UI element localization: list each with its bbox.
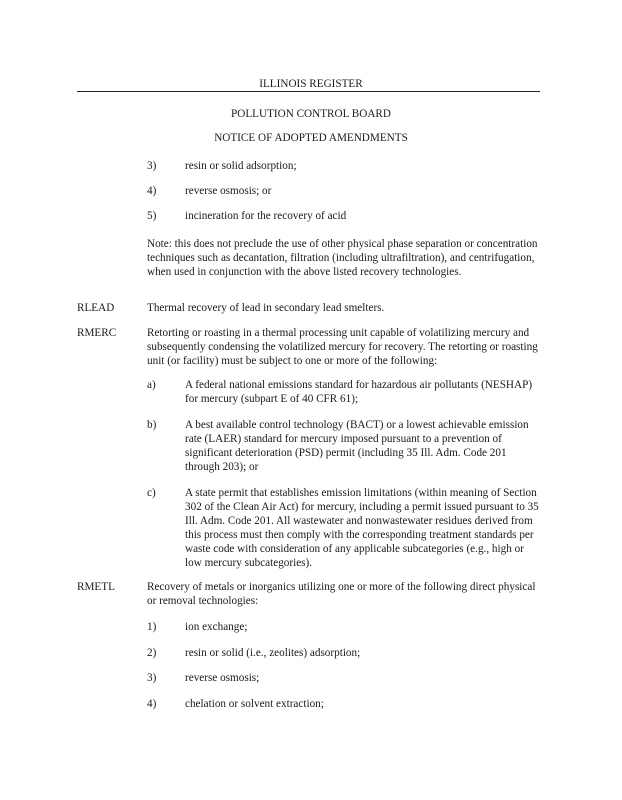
rmerc-item-text-a: A federal national emissions standard for hazardous air pollutants (NESHAP) for mercury (subpart E of 40 CFR 61); xyxy=(185,379,533,405)
rmetl-code: RMETL xyxy=(77,581,115,593)
rmetl-item-text-1: ion exchange; xyxy=(185,621,248,633)
header-rule xyxy=(77,91,540,92)
rmerc-code: RMERC xyxy=(77,327,117,339)
rmerc-item-text-b: A best available control technology (BACT) or a lowest achievable emission rate (LAER) standard for mercury imposed pursuant to a prevention of significant deterioration (PSD) permit (including 35 Ill. Adm. Code 201 through 203); or xyxy=(185,419,529,473)
list1-num-3: 3) xyxy=(147,160,157,172)
board-title: POLLUTION CONTROL BOARD xyxy=(231,108,391,120)
list1-text-4: reverse osmosis; or xyxy=(185,185,272,197)
list1-num-4: 4) xyxy=(147,185,157,197)
note-paragraph: Note: this does not preclude the use of other physical phase separation or concentration techniques such as decantation, filtration (including ultrafiltration), and centrifugation, when used in conjunction with the above listed recovery technologies. xyxy=(147,238,538,278)
rmetl-item-num-2: 2) xyxy=(147,647,157,659)
rmetl-item-num-4: 4) xyxy=(147,698,157,710)
rmetl-item-num-1: 1) xyxy=(147,621,157,633)
rmerc-item-num-c: c) xyxy=(147,487,156,499)
rmerc-text: Retorting or roasting in a thermal processing unit capable of volatilizing mercury and subsequently condensing the volatilized mercury for recovery. The retorting or roasting unit (or facility) must be subject to one or more of the following: xyxy=(147,327,538,367)
list1-text-3: resin or solid adsorption; xyxy=(185,160,297,172)
rmerc-item-num-b: b) xyxy=(147,419,157,431)
rlead-text: Thermal recovery of lead in secondary lead smelters. xyxy=(147,302,385,314)
rmerc-item-text-c: A state permit that establishes emission limitations (within meaning of Section 302 of the Clean Air Act) for mercury, including a permit issued pursuant to 35 Ill. Adm. Code 201. All wastewater and nonwastewater residues derived from this process must then comply with the corresponding treatment standards per waste code with consideration of any applicable subcategories (e.g., high or low mercury subcategories). xyxy=(185,487,539,569)
rmetl-item-num-3: 3) xyxy=(147,672,157,684)
rmerc-item-num-a: a) xyxy=(147,379,156,391)
rlead-code: RLEAD xyxy=(77,302,115,314)
list1-text-5: incineration for the recovery of acid xyxy=(185,210,347,222)
rmetl-item-text-2: resin or solid (i.e., zeolites) adsorption; xyxy=(185,647,361,659)
notice-title: NOTICE OF ADOPTED AMENDMENTS xyxy=(214,132,408,144)
rmetl-text: Recovery of metals or inorganics utilizing one or more of the following direct physical or removal technologies: xyxy=(147,581,536,607)
register-title: ILLINOIS REGISTER xyxy=(259,78,363,90)
rmetl-item-text-3: reverse osmosis; xyxy=(185,672,260,684)
rmetl-item-text-4: chelation or solvent extraction; xyxy=(185,698,324,710)
list1-num-5: 5) xyxy=(147,210,157,222)
